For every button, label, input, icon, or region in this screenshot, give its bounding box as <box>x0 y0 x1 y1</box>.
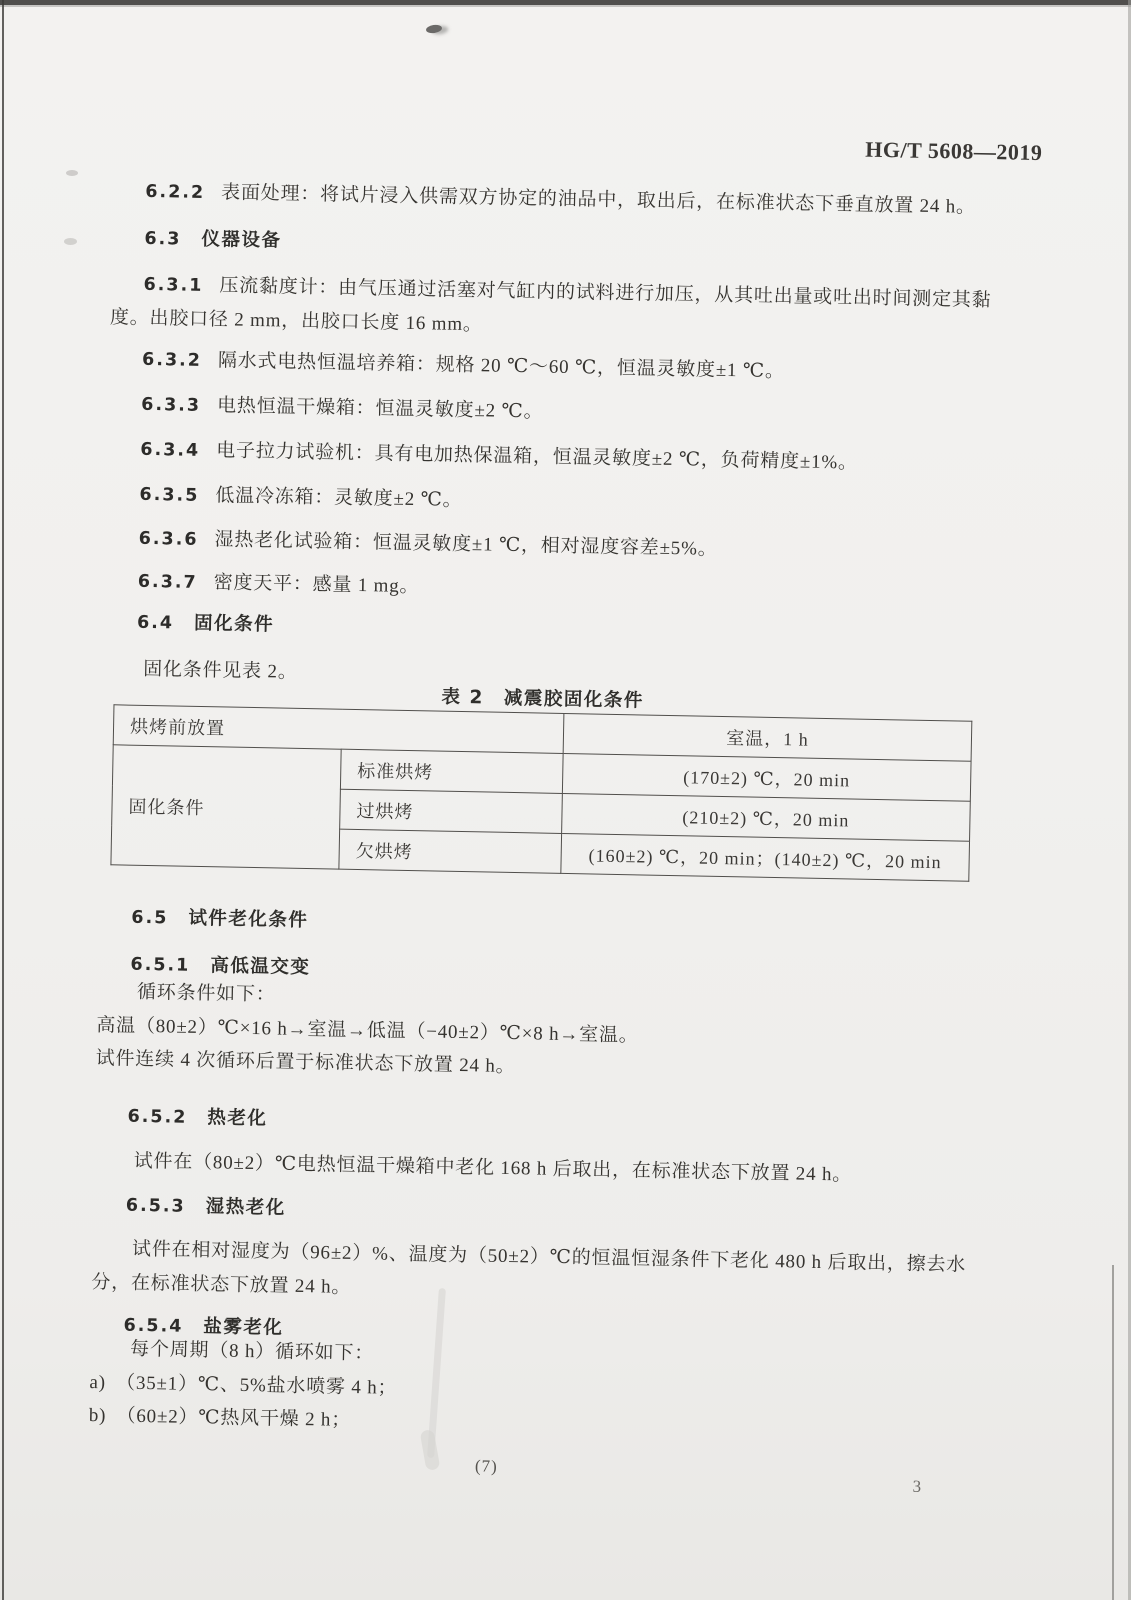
clause-6-5-2-heading <box>94 1102 996 1147</box>
body-line: 循环条件如下： <box>136 981 276 1006</box>
body-line: b) （60±2）℃热风干燥 2 h； <box>88 1404 352 1431</box>
table-2-caption: 表 2 减震胶固化条件 <box>441 686 645 712</box>
footer-folio: (7) <box>474 1456 498 1476</box>
clause-6-5-3-heading <box>93 1191 995 1236</box>
clause-6-3-heading <box>111 224 1013 269</box>
under-bake-value-cell: (160±2) ℃，20 min；(140±2) ℃，20 min <box>561 833 970 881</box>
clause-text: 电热恒温干燥箱：恒温灵敏度±2 ℃。 <box>216 395 544 423</box>
standard-bake-label-cell: 标准烘烤 <box>340 749 563 793</box>
clause-number: 6.3.3 <box>141 394 202 416</box>
page-number: 3 <box>912 1476 922 1496</box>
heading-text: 湿热老化 <box>205 1195 286 1219</box>
heading-text: 热老化 <box>207 1106 268 1129</box>
cure-label-cell: 固化条件 <box>111 745 341 869</box>
clause-number: 6.3.1 <box>143 274 204 296</box>
over-bake-value-cell: (210±2) ℃，20 min <box>562 793 971 841</box>
table-2 <box>110 704 972 881</box>
clause-text: 低温冷冻箱：灵敏度±2 ℃。 <box>215 485 463 511</box>
clause-6-5-4-body <box>89 1332 993 1450</box>
standard-code: HG/T 5608—2019 <box>865 136 1043 166</box>
heading-text: 高低温交变 <box>210 954 311 978</box>
clause-number: 6.5.2 <box>127 1106 188 1128</box>
clause-6-4-heading <box>104 608 1006 653</box>
over-bake-label-cell: 过烘烤 <box>340 789 563 833</box>
clause-6-3-1 <box>110 267 1013 352</box>
under-bake-label-cell: 欠烘烤 <box>339 829 562 873</box>
clause-text: 电子拉力试验机：具有电加热保温箱，恒温灵敏度±2 ℃，负荷精度±1%。 <box>216 440 859 474</box>
heading-text: 盐雾老化 <box>203 1315 284 1339</box>
clause-6-3-6 <box>105 524 1007 569</box>
clause-number: 6.3.4 <box>140 439 201 461</box>
body-line: a) （35±1）℃、5%盐水喷雾 4 h； <box>89 1371 398 1399</box>
clause-6-3-5 <box>106 480 1008 525</box>
clause-text: 隔水式电热恒温培养箱：规格 20 ℃～60 ℃，恒温灵敏度±1 ℃。 <box>217 350 785 383</box>
standard-bake-value-cell: (170±2) ℃，20 min <box>562 753 971 801</box>
heading-text: 试件老化条件 <box>188 907 309 931</box>
clause-6-4-body: 固化条件见表 2。 <box>142 658 298 683</box>
clause-text: 湿热老化试验箱：恒温灵敏度±1 ℃，相对湿度容差±5%。 <box>214 529 718 560</box>
clause-number: 6.5 <box>131 907 169 928</box>
clause-6-3-2 <box>109 345 1011 390</box>
scan-shadow-line-right <box>1112 1265 1114 1600</box>
clause-text: 压流黏度计：由气压通过活塞对气缸内的试料进行加压，从其吐出量或吐出时间测定其黏度。出胶口径 2 mm，出胶口长度 16 mm。 <box>109 275 992 336</box>
pre-bake-label-cell: 烘烤前放置 <box>113 705 564 754</box>
clause-6-5-3-body: 试件在相对湿度为（96±2）%、温度为（50±2）℃的恒温恒湿条件下老化 480 h 后取出，擦去水分，在标准状态下放置 24 h。 <box>91 1238 967 1298</box>
clause-6-3-4 <box>107 435 1009 480</box>
body-line: 试件连续 4 次循环后置于标准状态下放置 24 h。 <box>95 1048 516 1078</box>
clause-6-5-1-body <box>95 975 999 1093</box>
clause-number: 6.3.7 <box>137 571 198 593</box>
pre-bake-value-cell: 室温，1 h <box>563 713 972 761</box>
heading-text: 仪器设备 <box>201 228 282 251</box>
clause-number: 6.3.2 <box>141 349 203 371</box>
heading-text: 固化条件 <box>193 612 275 635</box>
body-line: 高温（80±2）℃×16 h→室温→低温（−40±2）℃×8 h→室温。 <box>96 1014 639 1046</box>
clause-6-3-3 <box>108 390 1010 435</box>
clause-number: 6.3 <box>144 228 182 250</box>
body-line: 每个周期（8 h）循环如下： <box>129 1338 375 1365</box>
clause-number: 6.5.3 <box>125 1195 186 1217</box>
clause-number: 6.5.1 <box>130 954 191 976</box>
clause-6-5-heading <box>98 903 1000 948</box>
clause-6-3-7 <box>105 567 1007 612</box>
clause-text: 表面处理：将试片浸入供需双方协定的油品中，取出后，在标准状态下垂直放置 24 h。 <box>220 182 977 218</box>
clause-number: 6.5.4 <box>123 1315 184 1337</box>
clause-text: 密度天平：感量 1 mg。 <box>213 572 420 598</box>
clause-6-2-2 <box>112 177 1014 222</box>
clause-number: 6.3.6 <box>138 528 199 550</box>
clause-6-5-2-body: 试件在（80±2）℃电热恒温干燥箱中老化 168 h 后取出，在标准状态下放置 24 h。 <box>133 1150 853 1186</box>
clause-number: 6.4 <box>136 612 175 633</box>
clause-number: 6.3.5 <box>139 484 200 506</box>
clause-number: 6.2.2 <box>145 181 206 203</box>
